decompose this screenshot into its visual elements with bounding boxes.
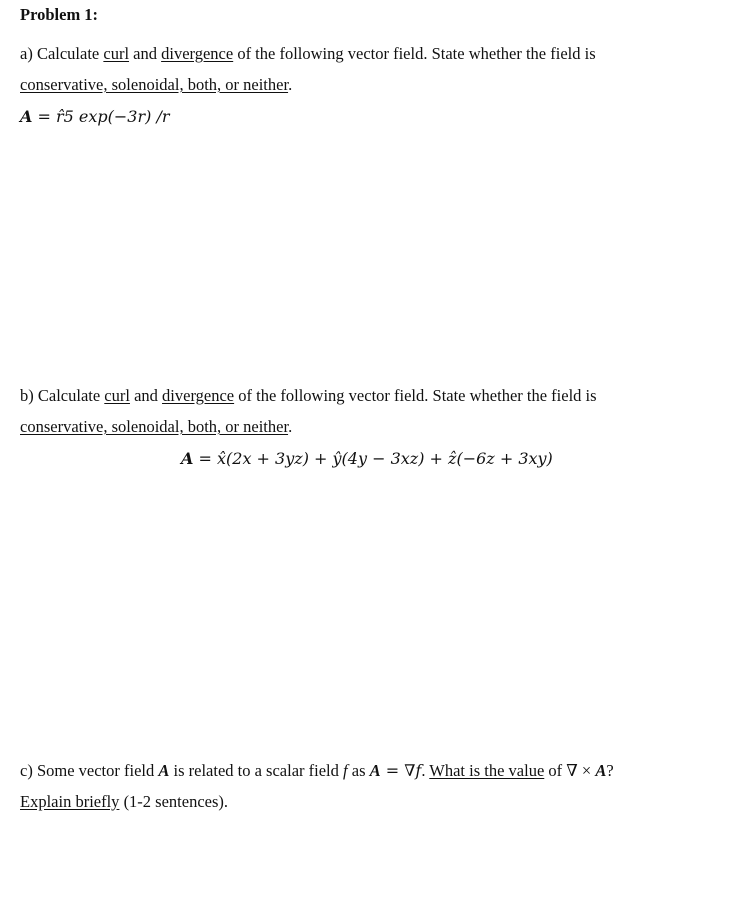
- curl-term: curl: [103, 44, 130, 63]
- problem-title: [20, 4, 98, 26]
- question-value: What is the value: [429, 761, 545, 780]
- curl-term: curl: [104, 386, 130, 405]
- part-b-equation: A = x̂(2x + 3yz) + ŷ(4y − 3xz) + ẑ(−6z + 3xy): [181, 449, 553, 468]
- divergence-term: divergence: [161, 44, 234, 63]
- explain-briefly: Explain briefly: [20, 792, 120, 811]
- field-options: conservative, solenoidal, both, or neither: [20, 75, 289, 94]
- part-a-equation: A = r̂5 exp(−3r) /r: [20, 107, 170, 126]
- problem-title-text: Problem 1:: [20, 5, 99, 24]
- part-b-options: conservative, solenoidal, both, or neither.: [20, 417, 293, 436]
- part-c-question: c) Some vector field A is related to a scalar field f as A = ∇f. What is the value of ∇ × A?: [20, 761, 614, 780]
- part-a-instruction: a) Calculate curl and divergence of the following vector field. State whether the field is: [20, 44, 596, 63]
- part-c-explain: Explain briefly (1-2 sentences).: [20, 792, 229, 811]
- field-options: conservative, solenoidal, both, or neither: [20, 417, 289, 436]
- part-b-instruction: b) Calculate curl and divergence of the following vector field. State whether the field is: [20, 386, 597, 405]
- part-a-options: conservative, solenoidal, both, or neither.: [20, 75, 293, 94]
- divergence-term: divergence: [162, 386, 235, 405]
